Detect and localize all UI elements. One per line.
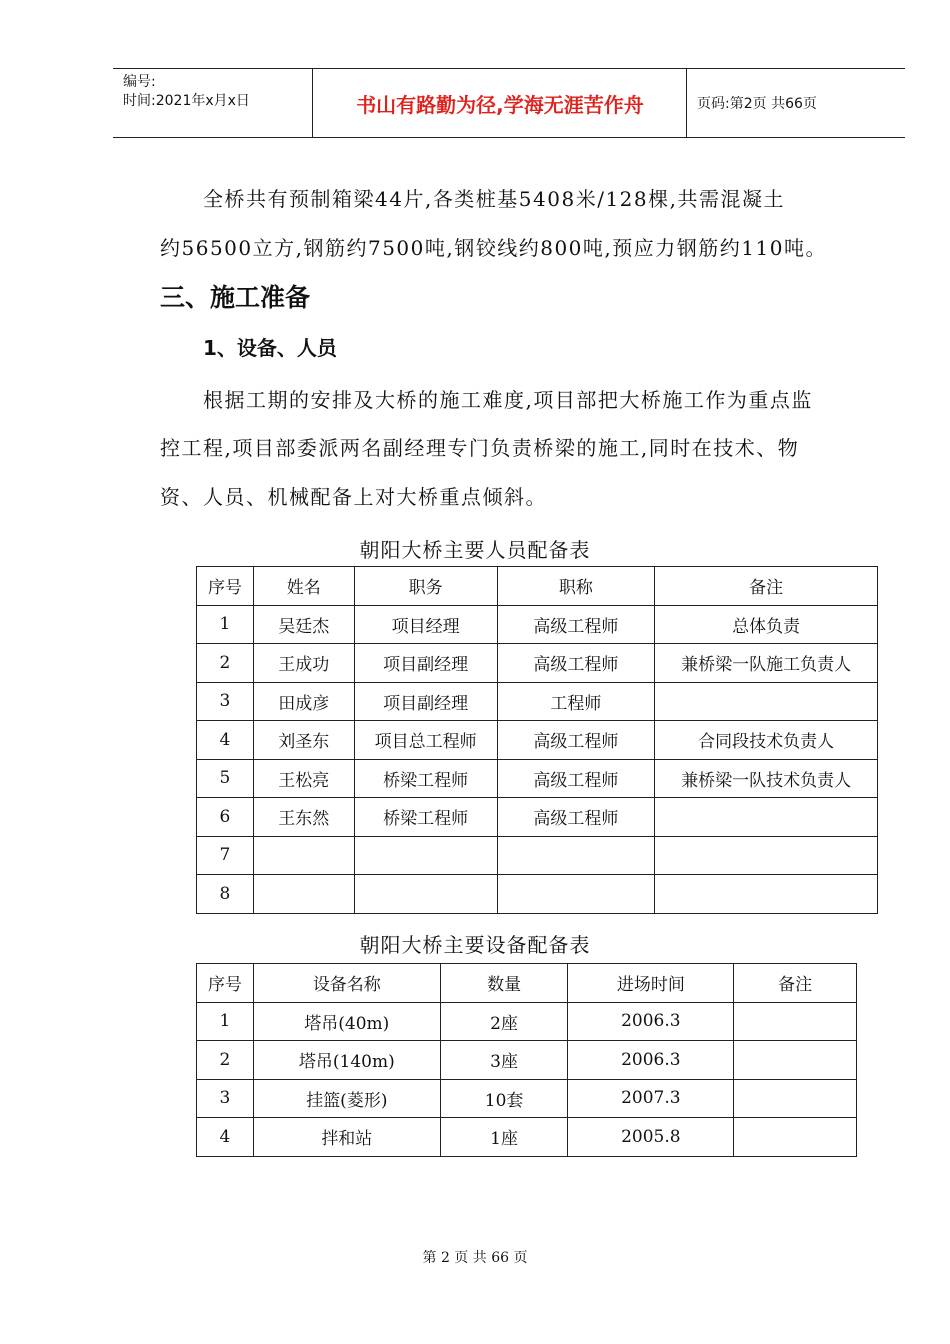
table-cell: 田成彦: [253, 682, 354, 721]
table-header-cell: 进场时间: [568, 964, 734, 1003]
table-header-row: [197, 964, 857, 1003]
table-header-cell: 序号: [197, 964, 254, 1003]
table-cell: 挂篮(菱形): [253, 1079, 440, 1118]
table-cell: 4: [197, 1118, 254, 1157]
table-cell: 项目副经理: [354, 644, 497, 683]
table-cell: [354, 836, 497, 875]
equipment-table-caption: 朝阳大桥主要设备配备表: [359, 933, 591, 957]
table-cell: 塔吊(40m): [253, 1002, 440, 1041]
table-cell: 王成功: [253, 644, 354, 683]
section-title: 三、施工准备: [160, 283, 311, 312]
table-cell: 1: [197, 1002, 254, 1041]
table-row: [197, 682, 878, 721]
intro-line-2: 约56500立方,钢筋约7500吨,钢铰线约800吨,预应力钢筋约110吨。: [160, 236, 827, 260]
table-header-row: [197, 567, 878, 606]
header-page-info: 页码:第2页 共66页: [697, 96, 817, 112]
personnel-table-caption: 朝阳大桥主要人员配备表: [359, 538, 591, 562]
table-cell: 兼桥梁一队施工负责人: [655, 644, 878, 683]
table-cell: 高级工程师: [497, 605, 655, 644]
table-cell: [253, 836, 354, 875]
table-cell: 4: [197, 721, 254, 760]
table-header-cell: 职称: [497, 567, 655, 606]
table-cell: 2006.3: [568, 1041, 734, 1080]
table-cell: 3: [197, 1079, 254, 1118]
table-cell: 高级工程师: [497, 759, 655, 798]
table-cell: 2座: [440, 1002, 568, 1041]
table-row: [197, 605, 878, 644]
table-cell: [655, 875, 878, 914]
table-cell: 王松亮: [253, 759, 354, 798]
table-cell: 5: [197, 759, 254, 798]
table-cell: 项目总工程师: [354, 721, 497, 760]
table-cell: 项目经理: [354, 605, 497, 644]
table-cell: 合同段技术负责人: [655, 721, 878, 760]
table-cell: 2007.3: [568, 1079, 734, 1118]
table-cell: 刘圣东: [253, 721, 354, 760]
table-cell: 工程师: [497, 682, 655, 721]
table-cell: 总体负责: [655, 605, 878, 644]
intro-line-1: 全桥共有预制箱梁44片,各类桩基5408米/128棵,共需混凝土: [203, 187, 785, 211]
table-cell: 桥梁工程师: [354, 798, 497, 837]
table-cell: [497, 836, 655, 875]
table-row: [197, 1041, 857, 1080]
personnel-table: [196, 566, 878, 914]
table-cell: 8: [197, 875, 254, 914]
body-line-2: 控工程,项目部委派两名副经理专门负责桥梁的施工,同时在技术、物: [160, 436, 800, 460]
table-cell: 项目副经理: [354, 682, 497, 721]
table-row: [197, 1118, 857, 1157]
table-cell: 拌和站: [253, 1118, 440, 1157]
table-cell: 桥梁工程师: [354, 759, 497, 798]
table-cell: 2005.8: [568, 1118, 734, 1157]
table-cell: 1: [197, 605, 254, 644]
page-footer: 第 2 页 共 66 页: [422, 1250, 528, 1266]
table-cell: 2: [197, 644, 254, 683]
table-cell: [655, 836, 878, 875]
table-row: [197, 644, 878, 683]
table-cell: [655, 682, 878, 721]
table-row: [197, 798, 878, 837]
table-cell: 3: [197, 682, 254, 721]
table-row: [197, 875, 878, 914]
table-cell: [655, 798, 878, 837]
table-cell: 10套: [440, 1079, 568, 1118]
table-cell: [253, 875, 354, 914]
table-row: [197, 721, 878, 760]
table-row: [197, 759, 878, 798]
equipment-table: [196, 963, 857, 1157]
table-cell: 兼桥梁一队技术负责人: [655, 759, 878, 798]
table-cell: 吴廷杰: [253, 605, 354, 644]
table-cell: [734, 1041, 857, 1080]
table-cell: [354, 875, 497, 914]
subsection-title: 1、设备、人员: [203, 336, 337, 360]
table-cell: 高级工程师: [497, 644, 655, 683]
table-cell: 高级工程师: [497, 798, 655, 837]
table-cell: [497, 875, 655, 914]
table-cell: 2: [197, 1041, 254, 1080]
table-cell: 7: [197, 836, 254, 875]
table-cell: 2006.3: [568, 1002, 734, 1041]
table-cell: [734, 1002, 857, 1041]
table-cell: [734, 1079, 857, 1118]
page-header: [113, 68, 905, 138]
table-header-cell: 姓名: [253, 567, 354, 606]
header-slogan: 书山有路勤为径,学海无涯苦作舟: [314, 69, 687, 137]
table-cell: [734, 1118, 857, 1157]
table-cell: 6: [197, 798, 254, 837]
table-header-cell: 数量: [440, 964, 568, 1003]
table-row: [197, 1079, 857, 1118]
table-cell: 1座: [440, 1118, 568, 1157]
table-row: [197, 836, 878, 875]
number-label: 编号:: [123, 74, 156, 90]
table-header-cell: 备注: [655, 567, 878, 606]
table-header-cell: 备注: [734, 964, 857, 1003]
table-cell: 高级工程师: [497, 721, 655, 760]
table-cell: 王东然: [253, 798, 354, 837]
table-header-cell: 职务: [354, 567, 497, 606]
table-cell: 3座: [440, 1041, 568, 1080]
table-row: [197, 1002, 857, 1041]
body-line-3: 资、人员、机械配备上对大桥重点倾斜。: [160, 485, 547, 509]
table-cell: 塔吊(140m): [253, 1041, 440, 1080]
table-header-cell: 序号: [197, 567, 254, 606]
time-label: 时间:2021年x月x日: [123, 93, 250, 109]
body-line-1: 根据工期的安排及大桥的施工难度,项目部把大桥施工作为重点监: [203, 388, 813, 412]
table-header-cell: 设备名称: [253, 964, 440, 1003]
header-meta: [113, 69, 313, 137]
